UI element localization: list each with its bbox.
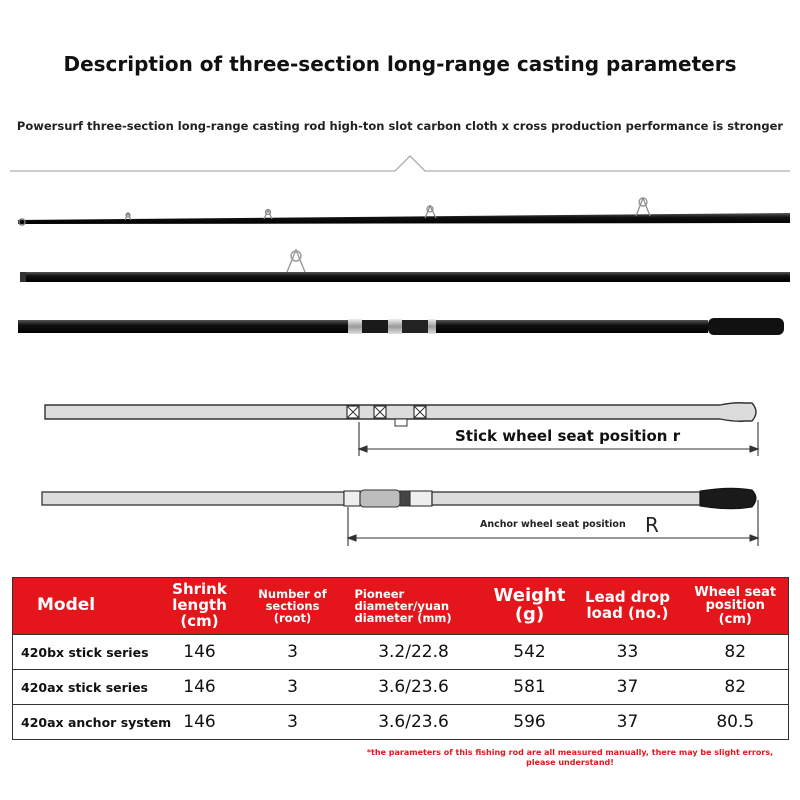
rod-sections-illustration: [0, 180, 800, 350]
anchor-rod-outline: [42, 488, 756, 509]
cell-sections: 3: [245, 670, 341, 705]
cell-pioneer: 3.2/22.8: [341, 635, 487, 670]
cell-weight: 581: [487, 670, 573, 705]
cell-sections: 3: [245, 705, 341, 740]
cell-wheel: 82: [683, 670, 789, 705]
cell-lead: 33: [573, 635, 683, 670]
header-wheel-seat-position: Wheel seat position (cm): [683, 578, 789, 635]
table-row: [13, 670, 789, 705]
header-sections: Number of sections (root): [245, 578, 341, 635]
cell-pioneer: 3.6/23.6: [341, 705, 487, 740]
cell-weight: 542: [487, 635, 573, 670]
cell-wheel: 80.5: [683, 705, 789, 740]
stick-wheel-seat-label: Stick wheel seat position r: [455, 427, 681, 445]
table-row: [13, 635, 789, 670]
header-lead-drop-load: Lead drop load (no.): [573, 578, 683, 635]
rod-butt-section: [18, 318, 784, 335]
measurement-footnote: *the parameters of this fishing rod are all measured manually, there may be slight errors, please understand!: [366, 748, 774, 767]
cell-lead: 37: [573, 670, 683, 705]
wheel-seat-diagram: [0, 390, 800, 560]
cell-pioneer: 3.6/23.6: [341, 670, 487, 705]
stick-rod-outline: [45, 403, 756, 426]
cell-sections: 3: [245, 635, 341, 670]
cell-wheel: 82: [683, 635, 789, 670]
header-model: Model: [13, 578, 155, 635]
header-shrink-length: Shrink length (cm): [155, 578, 245, 635]
page-title: Description of three-section long-range casting parameters: [63, 52, 737, 76]
table-row: [13, 705, 789, 740]
page-subtitle: Powersurf three-section long-range casting rod high-ton slot carbon cloth x cross production performance is stronger: [16, 119, 784, 133]
line-guide-icon: [287, 250, 305, 272]
cell-model: 420ax anchor system: [13, 705, 155, 740]
header-pioneer-diameter: Pioneer diameter/yuan diameter (mm): [341, 578, 487, 635]
parameters-table: [12, 577, 789, 740]
divider-line: [0, 150, 800, 180]
rod-middle-section: [20, 250, 790, 282]
cell-lead: 37: [573, 705, 683, 740]
cell-shrink: 146: [155, 705, 245, 740]
cell-weight: 596: [487, 705, 573, 740]
anchor-wheel-seat-label: Anchor wheel seat position: [480, 519, 626, 530]
cell-shrink: 146: [155, 670, 245, 705]
cell-model: 420ax stick series: [13, 670, 155, 705]
cell-model: 420bx stick series: [13, 635, 155, 670]
cell-shrink: 146: [155, 635, 245, 670]
parameters-table-wrapper: [12, 577, 788, 740]
anchor-mark-label: R: [645, 513, 659, 537]
header-weight: Weight (g): [487, 578, 573, 635]
table-header-row: [13, 578, 789, 635]
rod-tip-section: [18, 198, 790, 225]
